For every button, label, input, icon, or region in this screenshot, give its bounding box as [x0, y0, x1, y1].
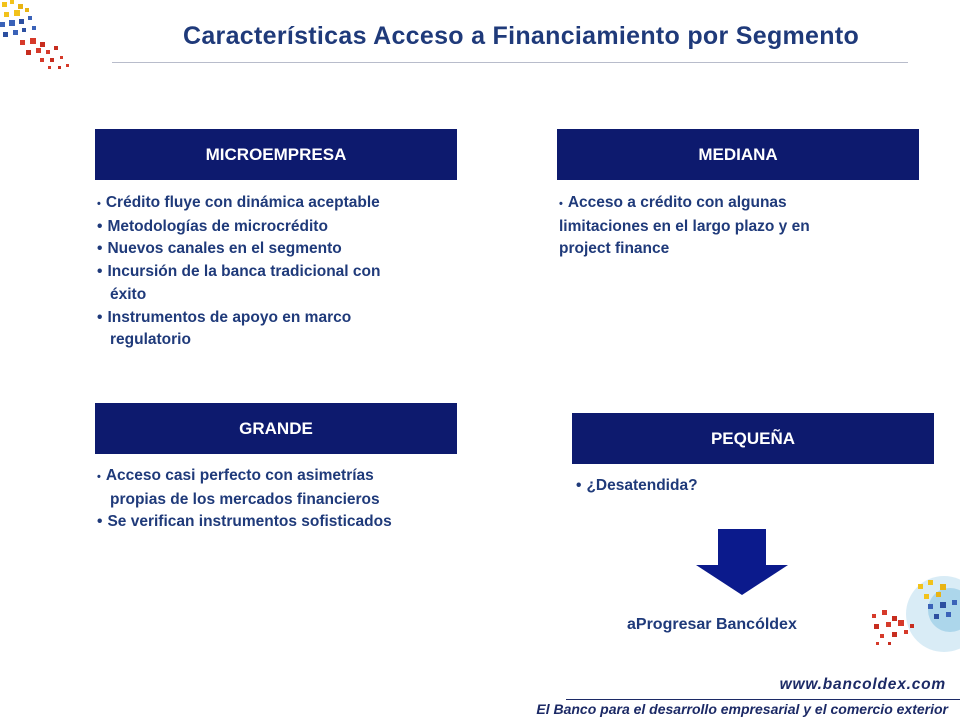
list-item-continuation: limitaciones en el largo plazo y en [559, 217, 810, 235]
list-item: • Incursión de la banca tradicional con [97, 263, 381, 281]
microempresa-header [95, 129, 457, 180]
pequena-bullets [576, 475, 698, 498]
down-arrow-icon [696, 529, 788, 595]
bullet-icon: • [97, 217, 103, 235]
list-item-continuation: propias de los mercados financieros [110, 490, 380, 508]
microempresa-bullets [97, 192, 380, 352]
footer-divider [566, 699, 960, 700]
arrow-caption: aProgresar Bancóldex [627, 616, 797, 633]
bancoldex-logo-top-left [0, 0, 110, 80]
pequena-label: PEQUEÑA [710, 428, 796, 448]
bullet-icon: • [97, 240, 103, 258]
list-item: • Crédito fluye con dinámica aceptable [97, 194, 380, 211]
list-item: • Se verifican instrumentos sofisticados [97, 513, 392, 531]
mediana-bullets [559, 192, 810, 261]
list-item-continuation: project finance [559, 240, 670, 258]
title-divider [112, 62, 908, 63]
list-item-continuation: regulatorio [110, 331, 191, 349]
microempresa-label: MICROEMPRESA [205, 144, 347, 164]
grande-bullets [97, 465, 392, 534]
footer-url: www.bancoldex.com [779, 676, 946, 693]
list-item: • Acceso casi perfecto con asimetrías [97, 467, 374, 484]
grande-label: GRANDE [239, 418, 313, 438]
footer-tagline: El Banco para el desarrollo empresarial y el comercio exterior [536, 701, 948, 717]
list-item: • Acceso a crédito con algunas [559, 194, 787, 211]
list-item: • ¿Desatendida? [576, 477, 698, 494]
mediana-header [557, 129, 919, 180]
pequena-header [572, 413, 934, 464]
list-item: • Instrumentos de apoyo en marco [97, 308, 352, 326]
bullet-icon: • [97, 308, 103, 326]
bullet-icon: • [576, 477, 582, 494]
list-item-continuation: éxito [110, 285, 147, 303]
mediana-label: MEDIANA [698, 144, 778, 164]
bullet-icon: • [97, 471, 101, 483]
page-title: Características Acceso a Financiamiento por Segmento [183, 22, 860, 50]
bullet-icon: • [97, 263, 103, 281]
bullet-icon: • [97, 513, 103, 531]
bullet-icon: • [97, 198, 101, 210]
list-item: • Metodologías de microcrédito [97, 217, 328, 235]
bancoldex-logo-bottom-right [858, 570, 960, 670]
list-item: • Nuevos canales en el segmento [97, 240, 342, 258]
bullet-icon: • [559, 198, 563, 210]
grande-header [95, 403, 457, 454]
